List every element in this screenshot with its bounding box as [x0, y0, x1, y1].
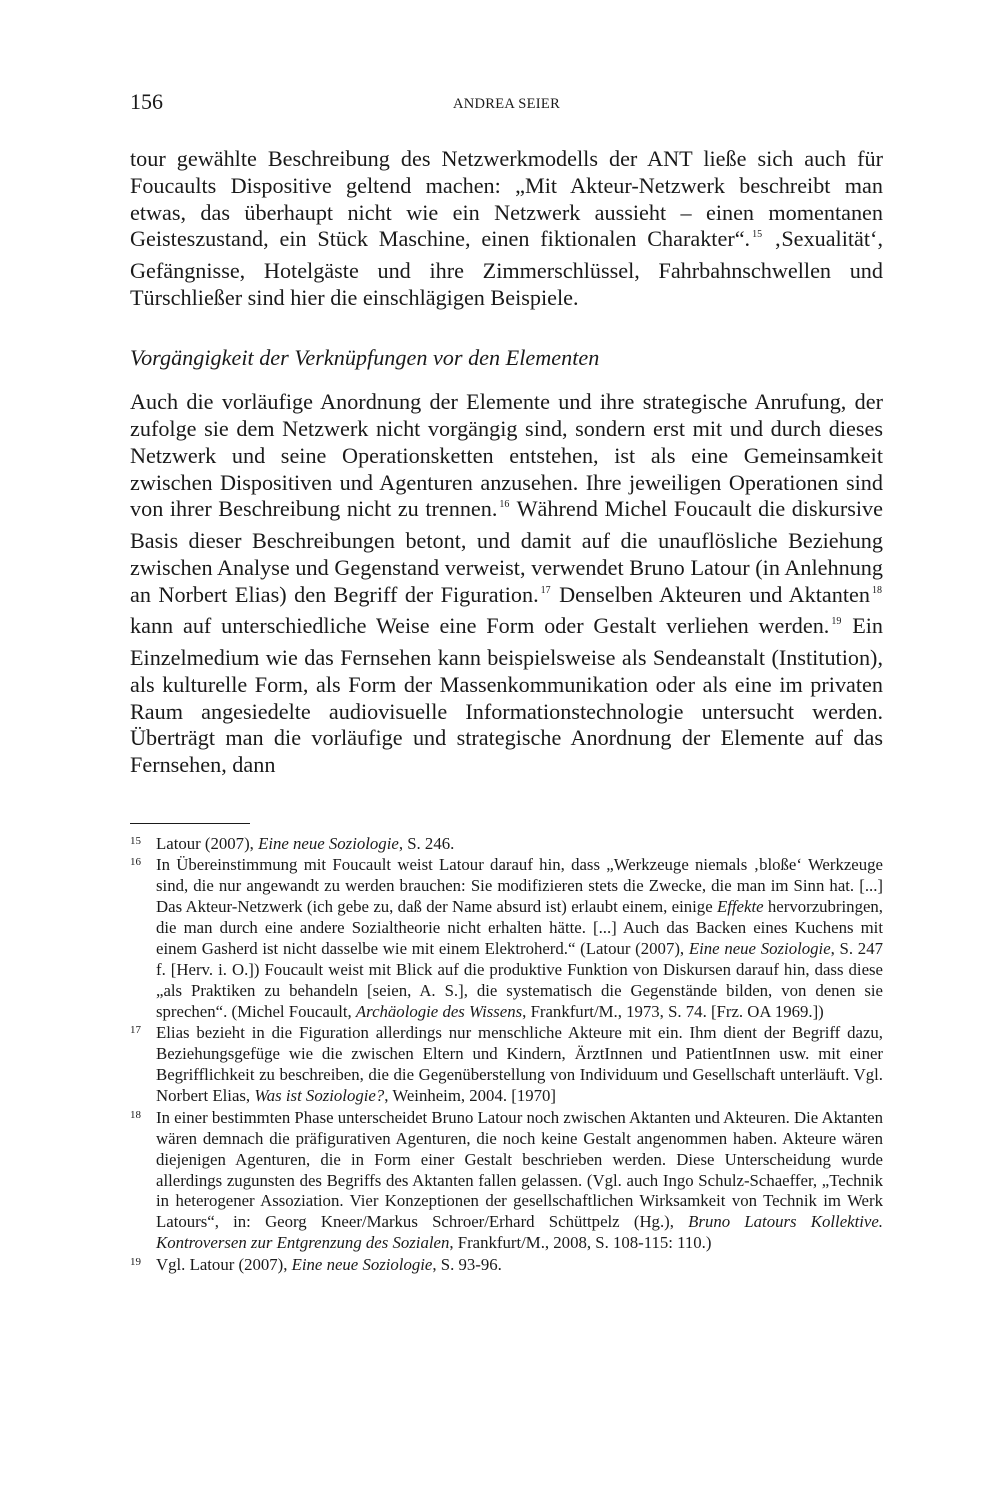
paragraph-2	[130, 389, 883, 779]
paragraph-2-text-d: kann auf unterschiedliche Weise eine Form oder Gestalt verliehen werden.	[130, 613, 830, 639]
footnote-ref-18: 18	[871, 584, 882, 596]
book-title: Eine neue Soziologie	[258, 833, 399, 853]
paragraph-2-text-c: Denselben Akteuren und Aktanten	[551, 581, 870, 607]
footnote-text: , S. 247 f. [Herv. i. O.]) Foucault weist mit Blick auf die produktive Funktion von Diskursen darauf hin, dass diese „als Praktiken zu behandeln [seien, A. S.], die systematisch die Gegenstände bilden, von denen sie sprechen“. (Michel Foucault,	[156, 939, 883, 1021]
main-text	[130, 146, 883, 779]
book-title: Eine neue Soziologie	[291, 1254, 433, 1274]
footnote-number: 18	[130, 1108, 141, 1121]
footnote-text: , Weinheim, 2004. [1970]	[384, 1086, 556, 1106]
footnote-ref-17: 17	[540, 584, 551, 596]
footnote-17	[130, 1023, 883, 1107]
book-title: Bruno Latours Kollektive. Kontroversen zur Entgrenzung des Sozialen	[156, 1212, 884, 1253]
footnote-number: 16	[130, 856, 141, 869]
footnote-19	[130, 1255, 883, 1276]
footnote-text: In Übereinstimmung mit Foucault weist Latour darauf hin, dass „Werkzeuge niemals ‚bloße‘ Werkzeuge sind, die nur angewandt zu werden brauchen: Sie modifizieren stets die Zwecke, die man im Sinn hat. [...] Das Akteur-Netzwerk (ich gebe zu, daß der Name absurd ist) erlaubt einem, einige	[156, 855, 883, 917]
running-head: ANDREA SEIER	[452, 96, 561, 112]
page-number: 156	[130, 89, 163, 114]
footnote-text: Elias bezieht in die Figuration allerdings nur menschliche Akteure mit ein. Ihm dient der Begriff dazu, Beziehungsgefüge wie die zwischen Eltern und Kindern, ÄrztInnen und PatientInnen usw. mit einer Begrifflichkeit zu beschreiben, die die Gegenüberstellung von Individuum und Gesellschaft unterläuft. Vgl. Norbert Elias,	[156, 1023, 883, 1106]
footnote-ref-15: 15	[752, 229, 763, 241]
section-heading: Vorgängigkeit der Verknüpfungen vor den Elementen	[130, 344, 600, 370]
footnote-text: , S. 246.	[398, 833, 455, 853]
footnote-18	[130, 1108, 883, 1255]
footnote-number: 17	[130, 1024, 141, 1037]
footnote-number: 19	[130, 1255, 141, 1268]
footnote-16	[130, 855, 883, 1023]
footnote-text: , Frankfurt/M., 1973, S. 74. [Frz. OA 1969.])	[522, 1001, 824, 1021]
footnote-ref-19: 19	[831, 616, 842, 628]
footnote-text: Vgl. Latour (2007),	[156, 1254, 292, 1274]
paragraph-1-text-a: tour gewählte Beschreibung des Netzwerkmodells der ANT ließe sich auch für Foucaults Dispositive geltend machen: „Mit Akteur-Netzwerk beschreibt man etwas, das überhaupt nicht wie ein Netzwerk aussieht – einen momentanen Geisteszustand, ein Stück Maschine, einen fiktionalen Charakter“.	[130, 146, 883, 252]
emphasis: Effekte	[716, 897, 764, 917]
book-title: Eine neue Soziologie	[688, 939, 831, 959]
paragraph-1	[130, 146, 883, 312]
footnote-number: 15	[130, 834, 141, 847]
paragraph-2-text-e: Ein Einzelmedium wie das Fernsehen kann beispielsweise als Sendeanstalt (Institution), als kulturelle Form, als Form der Massenkommunikation oder als eine im privaten Raum angesiedelte audiovisuelle Informationstechnologie untersucht werden. Überträgt man die vorläufige und strategische Anordnung der Elemente auf das Fernsehen, dann	[130, 613, 884, 777]
book-title: Archäologie des Wissens	[355, 1001, 523, 1021]
page-header	[130, 86, 883, 118]
footnote-15	[130, 834, 883, 855]
paragraph-1-text-b: ‚Sexualität‘, Gefängnisse, Hotelgäste und ihre Zimmerschlüssel, Fahrbahnschwellen und Türschließer sind hier die einschlägigen Beispiele.	[130, 226, 883, 310]
book-title: Was ist Soziologie?	[254, 1086, 385, 1106]
footnote-text: Latour (2007),	[156, 833, 259, 853]
paragraph-2-text-a: Auch die vorläufige Anordnung der Elemente und ihre strategische Anrufung, der zufolge sie dem Netzwerk nicht vorgängig sind, sondern erst mit und durch dieses Netzwerk und seine Operationsketten entstehen, ist als eine Gemeinsamkeit zwischen Dispositiven und Agenturen anzusehen. Ihre jeweiligen Operationen sind von ihrer Beschreibung nicht zu trennen.	[130, 389, 883, 522]
footnote-divider	[130, 823, 250, 824]
footnote-text: In einer bestimmten Phase unterscheidet Bruno Latour noch zwischen Aktanten und Akteuren. Die Aktanten wären demnach die präfigurativen Agenturen, die noch keine Gestalt angenommen haben. Akteure wären diejenigen Agenturen, die in Form einer Gestalt beschrieben werden. Diese Unterscheidung wurde allerdings zugunsten des Begriffs des Aktanten fallen gelassen. (Vgl. auch Ingo Schulz-Schaeffer, „Technik in heterogener Assoziation. Vier Konzeptionen der gesellschaftlichen Wirksamkeit von Technik im Werk Latours“, in: Georg Kneer/Markus Schroer/Erhard Schüttpelz (Hg.),	[156, 1107, 883, 1232]
paragraph-2-text-b: Während Michel Foucault die diskursive Basis dieser Beschreibungen betont, und damit auf die unauflösliche Beziehung zwischen Analyse und Gegenstand verweist, verwendet Bruno Latour (in Anlehnung an Norbert Elias) den Begriff der Figuration.	[130, 496, 884, 607]
footnotes	[130, 834, 883, 1276]
footnote-ref-16: 16	[499, 499, 510, 511]
footnote-text: hervorzubringen, die man durch eine andere Sozialtheorie nicht erhalten hätte. [...] Auch das Backen eines Kuchens mit einem Gasherd ist nicht dasselbe wie mit einem Elektroherd.“ (Latour (2007),	[156, 897, 883, 959]
footnote-text: , S. 93-96.	[432, 1254, 502, 1274]
footnote-text: , Frankfurt/M., 2008, S. 108-115: 110.)	[449, 1233, 712, 1253]
book-page	[130, 86, 883, 1276]
